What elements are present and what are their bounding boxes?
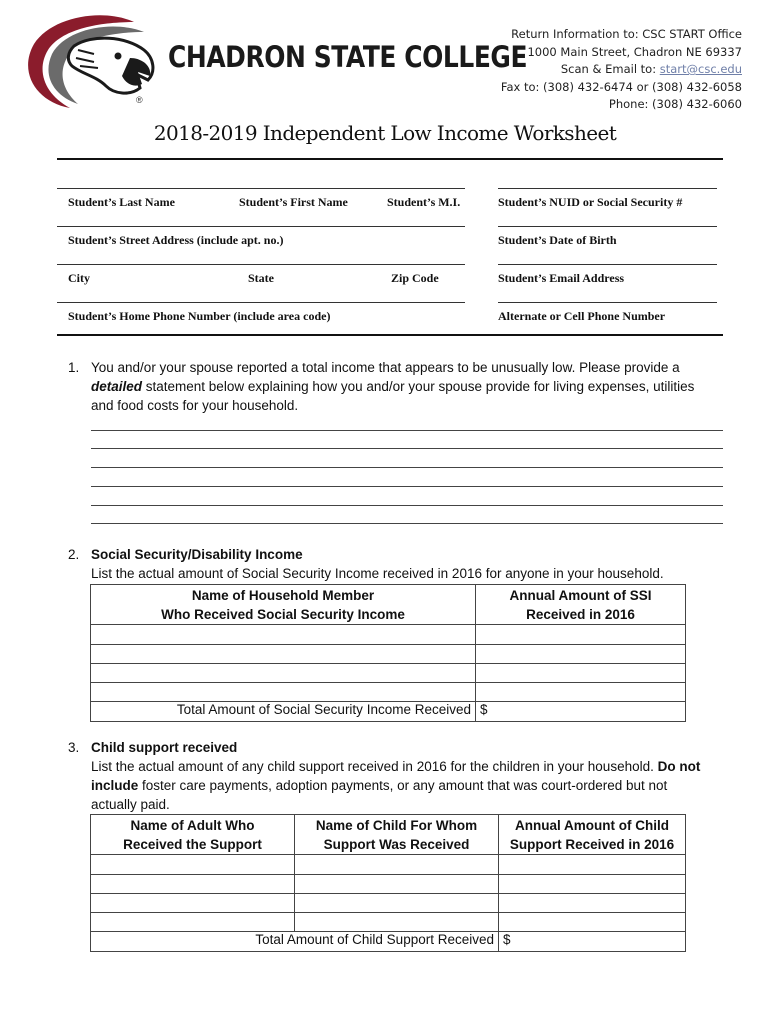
child-support-total-row bbox=[91, 932, 686, 952]
explanation-line[interactable] bbox=[91, 467, 723, 468]
section-3-instr-a: List the actual amount of any child support received in 2016 for the children in your household. bbox=[91, 759, 658, 774]
cs-amount-cell[interactable] bbox=[499, 875, 686, 894]
cs-adult-cell[interactable] bbox=[91, 913, 295, 932]
fax-line: Fax to: (308) 432-6474 or (308) 432-6058 bbox=[500, 79, 742, 94]
ssi-name-cell[interactable] bbox=[91, 625, 476, 645]
ssi-total-row bbox=[91, 702, 686, 722]
cs-col-adult-line-1: Name of Adult Who bbox=[130, 818, 255, 833]
cs-amount-cell[interactable] bbox=[499, 855, 686, 875]
cs-col-amount bbox=[499, 815, 686, 855]
section-3-instruction-line-3: actually paid. bbox=[91, 797, 170, 812]
ssi-amount-cell[interactable] bbox=[476, 645, 686, 664]
email-field[interactable] bbox=[498, 264, 717, 265]
ssi-col-member-line-1: Name of Household Member bbox=[191, 588, 375, 603]
table-row bbox=[91, 625, 686, 645]
section-3-instruction-line-2 bbox=[91, 776, 731, 795]
cs-amount-cell[interactable] bbox=[499, 913, 686, 932]
dob-field[interactable] bbox=[498, 226, 717, 227]
mi-label: Student’s M.I. bbox=[387, 195, 461, 209]
emphasis-detailed: detailed bbox=[91, 379, 143, 394]
child-support-table bbox=[90, 814, 686, 952]
table-row bbox=[91, 913, 686, 932]
include-emphasis: include bbox=[91, 778, 139, 793]
section-1-line-1: You and/or your spouse reported a total income that appears to be unusually low. Please provide a bbox=[91, 360, 680, 375]
cs-child-cell[interactable] bbox=[295, 913, 499, 932]
explanation-line[interactable] bbox=[91, 448, 723, 449]
home-phone-label: Student’s Home Phone Number (include area code) bbox=[68, 309, 331, 323]
last-name-field[interactable] bbox=[57, 188, 465, 189]
email-link[interactable]: start@csc.edu bbox=[659, 62, 742, 76]
ssi-total-amount[interactable]: $ bbox=[476, 702, 686, 722]
ssi-total-label: Total Amount of Social Security Income Received bbox=[91, 702, 476, 722]
table-row bbox=[91, 664, 686, 683]
cs-col-adult-line-2: Received the Support bbox=[123, 837, 262, 852]
section-3-text bbox=[91, 738, 731, 814]
street-address-label: Student’s Street Address (include apt. no.) bbox=[68, 233, 284, 247]
section-3-instr-b: foster care payments, adoption payments, or any amount that was court-ordered but not bbox=[138, 778, 668, 793]
cs-child-cell[interactable] bbox=[295, 855, 499, 875]
section-1-line-2-rest: statement below explaining how you and/or your spouse provide for living expenses, utilities bbox=[142, 379, 695, 394]
table-row bbox=[91, 875, 686, 894]
ssi-name-cell[interactable] bbox=[91, 683, 476, 702]
section-3-heading: Child support received bbox=[91, 740, 238, 755]
cs-col-adult bbox=[91, 815, 295, 855]
city-state-zip-field[interactable] bbox=[57, 264, 465, 265]
cs-total-amount[interactable]: $ bbox=[499, 932, 686, 952]
nuid-label: Student’s NUID or Social Security # bbox=[498, 195, 683, 209]
logo-eagle-eye bbox=[115, 53, 122, 60]
alt-phone-label: Alternate or Cell Phone Number bbox=[498, 309, 666, 323]
ssi-col-amount bbox=[476, 585, 686, 625]
section-2-text bbox=[91, 545, 731, 583]
cs-adult-cell[interactable] bbox=[91, 855, 295, 875]
explanation-line[interactable] bbox=[91, 505, 723, 506]
cs-adult-cell[interactable] bbox=[91, 894, 295, 913]
explanation-line[interactable] bbox=[91, 486, 723, 487]
cs-col-child bbox=[295, 815, 499, 855]
table-row bbox=[91, 683, 686, 702]
ssi-amount-cell[interactable] bbox=[476, 664, 686, 683]
ssi-col-amount-line-2: Received in 2016 bbox=[526, 607, 635, 622]
section-1-number: 1. bbox=[68, 360, 80, 375]
fields-divider bbox=[57, 334, 723, 336]
scan-email-label: Scan & Email to: bbox=[560, 62, 660, 76]
nuid-field[interactable] bbox=[498, 188, 717, 189]
table-row bbox=[91, 894, 686, 913]
section-3-number: 3. bbox=[68, 740, 80, 755]
table-row bbox=[91, 645, 686, 664]
section-1-line-2 bbox=[91, 377, 731, 396]
title-divider bbox=[57, 158, 723, 160]
section-3-instruction-line-1 bbox=[91, 757, 731, 776]
explanation-line[interactable] bbox=[91, 430, 723, 431]
section-1-text bbox=[91, 358, 731, 415]
cs-amount-cell[interactable] bbox=[499, 894, 686, 913]
dob-label: Student’s Date of Birth bbox=[498, 233, 617, 247]
table-row bbox=[91, 855, 686, 875]
email-label: Student’s Email Address bbox=[498, 271, 625, 285]
first-name-label: Student’s First Name bbox=[239, 195, 348, 209]
cs-col-amount-line-1: Annual Amount of Child bbox=[515, 818, 669, 833]
home-phone-field[interactable] bbox=[57, 302, 465, 303]
cs-child-cell[interactable] bbox=[295, 875, 499, 894]
college-name: CHADRON STATE COLLEGE bbox=[168, 40, 528, 74]
scan-email-line bbox=[501, 61, 742, 79]
cs-total-label: Total Amount of Child Support Received bbox=[91, 932, 499, 952]
ssi-amount-cell[interactable] bbox=[476, 625, 686, 645]
ssi-table bbox=[90, 584, 686, 722]
cs-col-amount-line-2: Support Received in 2016 bbox=[509, 837, 675, 852]
child-support-table-header bbox=[91, 815, 686, 855]
cs-col-child-line-1: Name of Child For Whom bbox=[315, 818, 478, 833]
ssi-table-header bbox=[91, 585, 686, 625]
ssi-col-amount-line-1: Annual Amount of SSI bbox=[509, 588, 652, 603]
section-2-instruction: List the actual amount of Social Security Income received in 2016 for anyone in your household. bbox=[91, 566, 664, 581]
cs-child-cell[interactable] bbox=[295, 894, 499, 913]
return-info-line: Return Information to: CSC START Office bbox=[511, 27, 742, 41]
registered-mark: ® bbox=[136, 95, 143, 105]
phone-line: Phone: (308) 432-6060 bbox=[608, 97, 742, 111]
document-title: 2018-2019 Independent Low Income Worksheet bbox=[153, 121, 617, 145]
section-1-line-3: and food costs for your household. bbox=[91, 398, 299, 413]
ssi-col-member bbox=[91, 585, 476, 625]
state-label: State bbox=[248, 271, 274, 285]
zip-label: Zip Code bbox=[391, 271, 439, 285]
ssi-amount-cell[interactable] bbox=[476, 683, 686, 702]
section-2-number: 2. bbox=[68, 547, 80, 562]
ssi-name-cell[interactable] bbox=[91, 664, 476, 683]
last-name-label: Student’s Last Name bbox=[68, 195, 175, 209]
street-address-field[interactable] bbox=[57, 226, 465, 227]
do-not-emphasis: Do not bbox=[657, 759, 701, 774]
cs-col-child-line-2: Support Was Received bbox=[323, 837, 470, 852]
explanation-line[interactable] bbox=[91, 523, 723, 524]
alt-phone-field[interactable] bbox=[498, 302, 717, 303]
ssi-col-member-line-2: Who Received Social Security Income bbox=[161, 607, 405, 622]
return-info-block bbox=[501, 26, 742, 114]
city-label: City bbox=[68, 271, 90, 285]
ssi-name-cell[interactable] bbox=[91, 645, 476, 664]
cs-adult-cell[interactable] bbox=[91, 875, 295, 894]
address-line: 1000 Main Street, Chadron NE 69337 bbox=[527, 44, 742, 59]
section-2-heading: Social Security/Disability Income bbox=[91, 547, 303, 562]
